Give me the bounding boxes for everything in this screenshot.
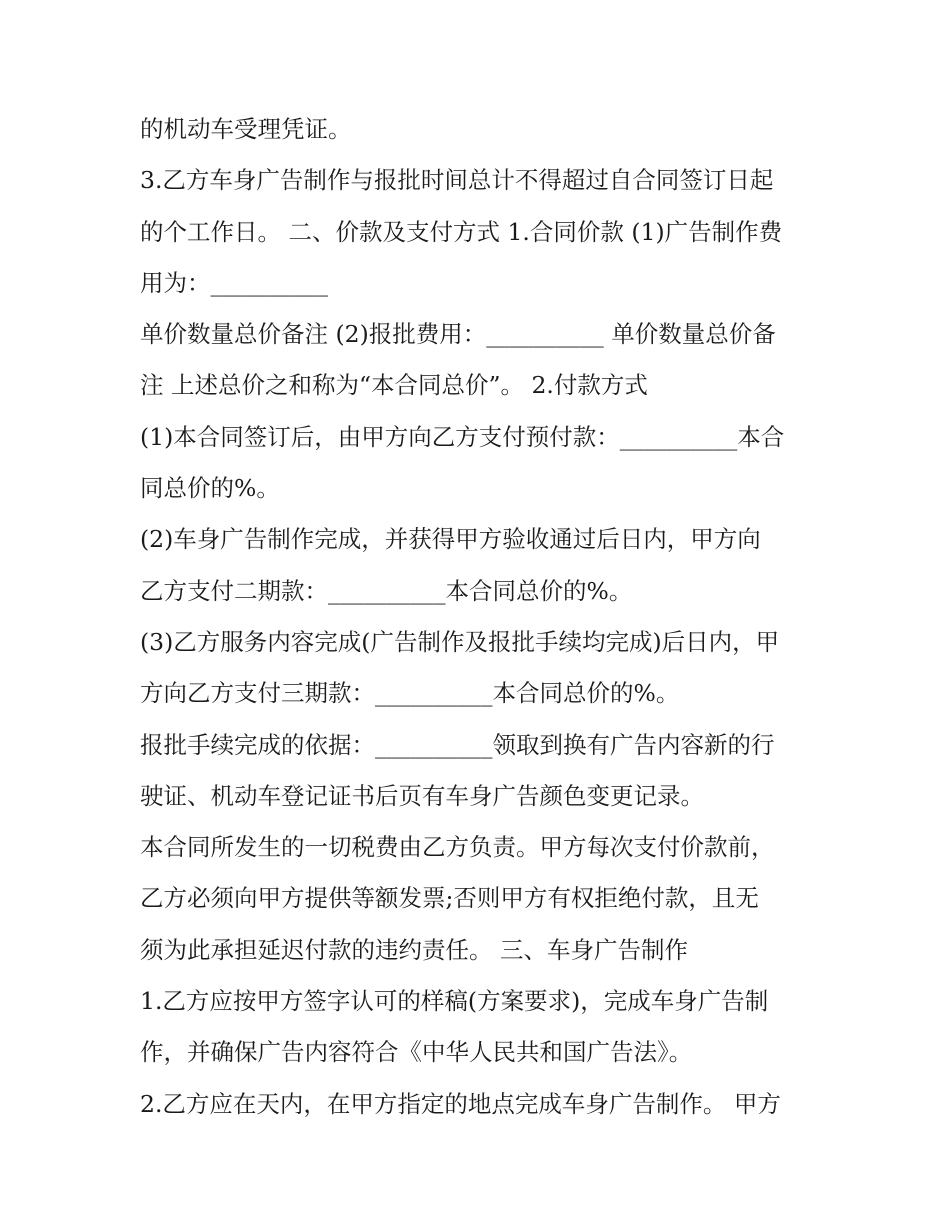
text-line: (3)乙方服务内容完成(广告制作及报批手续均完成)后日内，甲 <box>140 627 780 656</box>
text-line: 作，并确保广告内容符合《中华人民共和国广告法》。 <box>140 1038 693 1067</box>
text-line: 乙方必须向甲方提供等额发票;否则甲方有权拒绝付款，且无 <box>140 884 759 913</box>
text-line: 报批手续完成的依据：__________领取到换有广告内容新的行 <box>140 730 775 759</box>
text-line: (2)车身广告制作完成，并获得甲方验收通过后日内，甲方向 <box>140 525 761 554</box>
contract-text <box>140 104 820 1130</box>
text-line: 同总价的%。 <box>140 474 280 503</box>
text-line: 驶证、机动车登记证书后页有车身广告颜色变更记录。 <box>140 781 704 810</box>
text-line: 用为：__________ <box>140 268 328 297</box>
text-line: 1.乙方应按甲方签字认可的样稿(方案要求)，完成车身广告制 <box>140 987 769 1016</box>
text-line: 的机动车受理凭证。 <box>140 115 352 143</box>
text-line: 本合同所发生的一切税费由乙方负责。甲方每次支付价款前， <box>140 833 775 862</box>
text-line: (1)本合同签订后，由甲方向乙方支付预付款：__________本合 <box>140 422 785 451</box>
text-line: 须为此承担延迟付款的违约责任。 三、车身广告制作 <box>140 935 688 964</box>
text-line: 的个工作日。 二、价款及支付方式 1.合同价款 (1)广告制作费 <box>140 217 783 246</box>
text-line: 注 上述总价之和称为“本合同总价”。 2.付款方式 <box>140 371 648 400</box>
text-line: 乙方支付二期款：__________本合同总价的%。 <box>140 576 633 605</box>
text-line: 方向乙方支付三期款：__________本合同总价的%。 <box>140 679 680 708</box>
text-line: 单价数量总价备注 (2)报批费用：__________ 单价数量总价备 <box>140 320 776 349</box>
text-line: 3.乙方车身广告制作与报批时间总计不得超过自合同签订日起 <box>140 166 774 195</box>
text-line: 2.乙方应在天内，在甲方指定的地点完成车身广告制作。 甲方 <box>140 1089 781 1118</box>
